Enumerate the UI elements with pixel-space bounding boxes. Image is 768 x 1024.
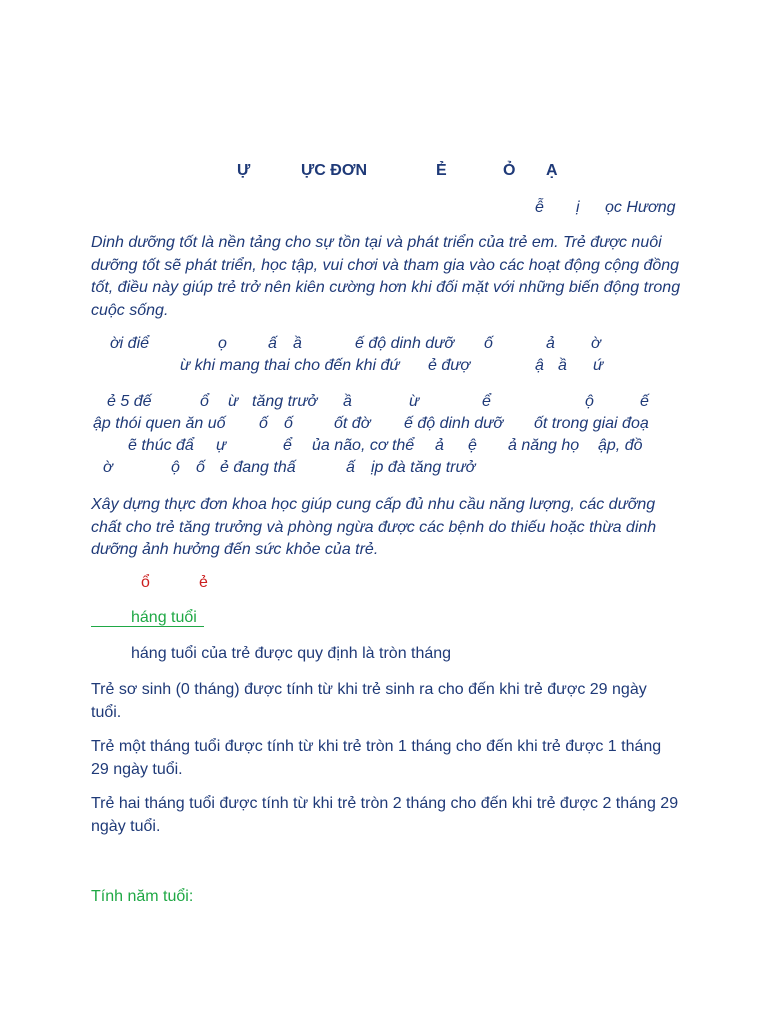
month-age-heading bbox=[0, 609, 768, 631]
author-fragment: ễ bbox=[535, 199, 544, 216]
text-fragment: ế bbox=[640, 393, 649, 410]
text-fragment: ộ bbox=[171, 459, 180, 476]
text-fragment: ố bbox=[484, 335, 493, 352]
text-fragment: ốt trong giai đoạ bbox=[534, 415, 649, 432]
text-fragment: ừ bbox=[228, 393, 239, 410]
fragment-line bbox=[0, 415, 768, 437]
text-fragment: ừ khi mang thai cho đến khi đứ bbox=[180, 357, 400, 374]
text-fragment: ể bbox=[482, 393, 491, 410]
text-fragment: ờ bbox=[591, 335, 601, 352]
title-fragment: ỰC ĐƠN bbox=[301, 162, 368, 179]
document-title bbox=[0, 162, 768, 184]
text-fragment: ập thói quen ăn uố bbox=[93, 415, 226, 432]
fragment-line bbox=[0, 357, 768, 379]
text-fragment: ẽ thúc đẩ bbox=[128, 437, 194, 454]
text-fragment: ự bbox=[216, 437, 227, 454]
text-fragment: ịp đà tăng trưở bbox=[371, 459, 476, 476]
text-fragment: ộ bbox=[585, 393, 594, 410]
text-fragment: ố bbox=[196, 459, 205, 476]
text-fragment: ốt đờ bbox=[334, 415, 371, 432]
one-month-paragraph: Trẻ một tháng tuổi được tính từ khi trẻ tròn 1 tháng cho đến khi trẻ được 1 tháng 29 ngày tuổi. bbox=[91, 738, 662, 778]
title-fragment: Ẻ bbox=[436, 162, 447, 179]
text-fragment: ủa não, cơ thể bbox=[312, 437, 415, 454]
fragment-line bbox=[0, 437, 768, 459]
text-fragment: ố bbox=[284, 415, 293, 432]
text-fragment: ờ bbox=[103, 459, 113, 476]
heading-text: háng tuổi bbox=[131, 609, 197, 626]
text-fragment: ả bbox=[435, 437, 444, 454]
title-fragment: Ạ bbox=[546, 162, 558, 179]
fragment-line bbox=[0, 335, 768, 357]
title-fragment: Ự bbox=[237, 162, 251, 179]
text-fragment: ả năng họ bbox=[508, 437, 580, 454]
heading-text: Tính năm tuổi: bbox=[91, 888, 194, 905]
text-fragment: ậ bbox=[535, 357, 544, 374]
text-fragment: ế độ dinh dưỡ bbox=[404, 415, 503, 432]
text-fragment: ứ bbox=[593, 357, 604, 374]
two-month-paragraph: Trẻ hai tháng tuổi được tính từ khi trẻ tròn 2 tháng cho đến khi trẻ được 2 tháng 29 ngày tuổi. bbox=[91, 795, 679, 835]
text-fragment: ể bbox=[283, 437, 292, 454]
text-fragment: ổ bbox=[141, 574, 150, 591]
year-age-heading bbox=[0, 888, 768, 910]
author-line bbox=[0, 199, 768, 221]
text-fragment: ẻ bbox=[199, 574, 208, 591]
intro-paragraph: Dinh dưỡng tốt là nền tảng cho sự tồn tại và phát triển của trẻ em. Trẻ được nuôi dưỡng tốt sẽ phát triển, học tập, vui chơi và tham gia vào các hoạt động cộng đồng tốt, điều này giúp trẻ trở nên kiên cường hơn khi đối mặt với những biến động trong cuộc sống. bbox=[91, 234, 681, 319]
fragment-line bbox=[0, 393, 768, 415]
title-fragment: Ỏ bbox=[503, 162, 516, 179]
text-fragment: ấ bbox=[268, 335, 277, 352]
text-fragment: ập, đồ bbox=[598, 437, 643, 454]
text-fragment: ẻ 5 đế bbox=[107, 393, 152, 410]
text-fragment: ấ bbox=[346, 459, 355, 476]
fragment-line bbox=[0, 459, 768, 481]
text-fragment: ầ bbox=[293, 335, 302, 352]
text-fragment: ầ bbox=[343, 393, 352, 410]
nutrition-paragraph: Xây dựng thực đơn khoa học giúp cung cấp đủ nhu cầu năng lượng, các dưỡng chất cho trẻ tăng trưởng và phòng ngừa được các bệnh do thiếu hoặc thừa dinh dưỡng ảnh hưởng đến sức khỏe của trẻ. bbox=[91, 496, 657, 558]
text-fragment: ệ bbox=[468, 437, 477, 454]
text-fragment: ầ bbox=[558, 357, 567, 374]
newborn-paragraph: Trẻ sơ sinh (0 tháng) được tính từ khi trẻ sinh ra cho đến khi trẻ được 29 ngày tuổi. bbox=[91, 681, 647, 721]
text-fragment: háng tuổi của trẻ được quy định là tròn tháng bbox=[131, 645, 452, 662]
text-fragment: ố bbox=[259, 415, 268, 432]
red-heading bbox=[0, 574, 768, 596]
author-fragment: ị bbox=[576, 199, 580, 216]
text-fragment: ừ bbox=[409, 393, 420, 410]
text-fragment: ời điể bbox=[110, 335, 150, 352]
month-age-definition bbox=[0, 645, 768, 667]
text-fragment: ả bbox=[546, 335, 555, 352]
heading-underline bbox=[91, 626, 204, 627]
text-fragment: ế độ dinh dưỡ bbox=[355, 335, 454, 352]
text-fragment: tăng trưở bbox=[252, 393, 318, 410]
text-fragment: ẻ đượ bbox=[428, 357, 471, 374]
text-fragment: ổ bbox=[200, 393, 209, 410]
text-fragment: ọ bbox=[218, 335, 227, 352]
text-fragment: ẻ đang thấ bbox=[220, 459, 296, 476]
author-fragment: ọc Hương bbox=[605, 199, 676, 216]
